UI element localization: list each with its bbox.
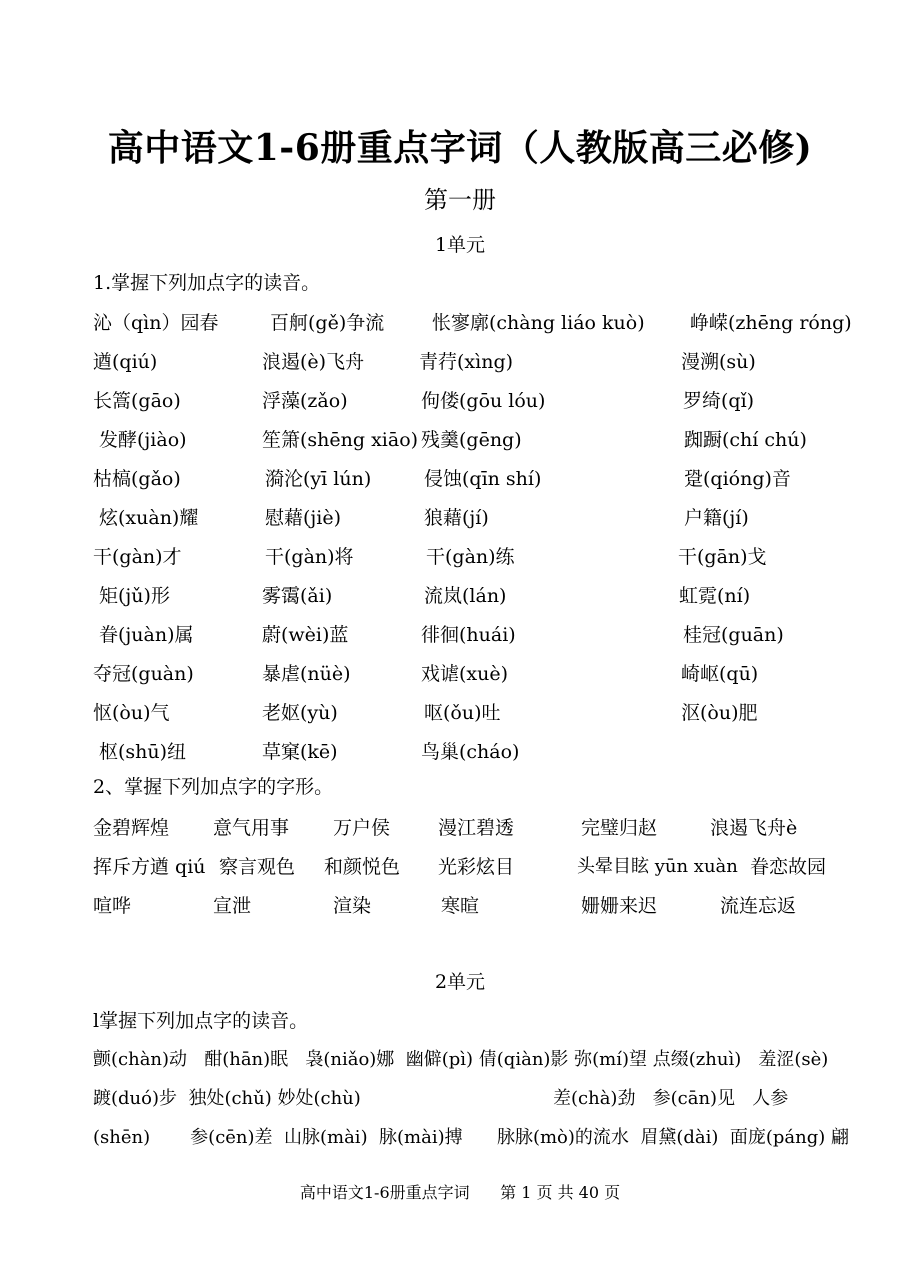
- reading-cell: 户籍(jí): [684, 507, 749, 529]
- unit2-line: 差(chà)劲 参(cān)见 人参: [553, 1088, 789, 1109]
- reading-cell: 炫(xuàn)耀: [99, 507, 199, 529]
- reading-cell: 峥嵘(zhēng róng): [690, 312, 852, 334]
- reading-cell: 笙箫(shēng xiāo): [262, 429, 419, 451]
- reading-cell: 蔚(wèi)蓝: [262, 624, 349, 646]
- unit2-pronunciation-instruction: l掌握下列加点字的读音。: [93, 1010, 309, 1032]
- reading-cell: 老妪(yù): [262, 702, 338, 724]
- footer-document-name: 高中语文1-6册重点字词: [299, 1183, 470, 1202]
- unit2-line: 踱(duó)步 独处(chǔ) 妙处(chù): [93, 1088, 361, 1109]
- footer-page-number: 第 1 页 共 40 页: [500, 1183, 621, 1202]
- reading-cell: 雾霭(ǎi): [262, 585, 333, 607]
- reading-cell: 百舸(gě)争流: [270, 312, 385, 334]
- unit1-form-instruction: 2、掌握下列加点字的字形。: [93, 776, 334, 798]
- reading-cell: 戏谑(xuè): [421, 663, 509, 685]
- reading-cell: 跫(qióng)音: [684, 468, 791, 490]
- word-cell: 头晕目眩 yūn xuàn: [577, 856, 738, 877]
- unit1-heading: 1单元: [434, 234, 486, 256]
- reading-cell: 踟蹰(chí chú): [684, 429, 807, 451]
- reading-cell: 虹霓(ní): [679, 585, 751, 607]
- reading-cell: 暴虐(nüè): [262, 663, 351, 685]
- reading-cell: 桂冠(guān): [683, 624, 784, 646]
- reading-cell: 漪沦(yī lún): [265, 468, 372, 490]
- unit2-line: 颤(chàn)动 酣(hān)眠 袅(niǎo)娜 幽僻(pì) 倩(qiàn)影 弥(mí)望 点缀(zhuì) 羞涩(sè): [93, 1049, 829, 1070]
- word-cell: 完璧归赵: [581, 817, 658, 839]
- word-cell: 万户侯: [333, 817, 391, 839]
- word-cell: 流连忘返: [720, 895, 797, 917]
- word-cell: 光彩炫目: [438, 856, 515, 878]
- reading-cell: 徘徊(huái): [421, 624, 516, 646]
- reading-cell: 侵蚀(qīn shí): [424, 468, 542, 490]
- reading-cell: 怅寥廓(chàng liáo kuò): [432, 312, 645, 334]
- reading-cell: 残羹(gēng): [421, 429, 522, 451]
- word-cell: 意气用事: [213, 817, 290, 839]
- word-cell: 寒暄: [441, 895, 480, 917]
- word-cell: 喧哗: [93, 895, 132, 917]
- reading-cell: 狼藉(jí): [424, 507, 489, 529]
- reading-cell: 眷(juàn)属: [99, 624, 194, 646]
- reading-cell: 矩(jǔ)形: [99, 585, 170, 607]
- reading-cell: 枯槁(gǎo): [93, 468, 181, 490]
- document-title: 高中语文1-6册重点字词（人教版高三必修): [107, 127, 813, 169]
- word-cell: 漫江碧透: [438, 817, 515, 839]
- reading-cell: 青荇(xìng): [419, 351, 514, 373]
- volume-heading: 第一册: [424, 186, 496, 214]
- reading-cell: 沁（qìn）园春: [93, 312, 219, 334]
- reading-cell: 草窠(kē): [262, 741, 338, 763]
- word-cell: 和颜悦色: [324, 856, 401, 878]
- page-footer: [0, 1180, 920, 1203]
- reading-cell: 佝偻(gōu lóu): [421, 390, 546, 412]
- reading-cell: 怄(òu)气: [93, 702, 170, 724]
- reading-cell: 干(gān)戈: [678, 546, 767, 568]
- reading-cell: 鸟巢(cháo): [421, 741, 520, 763]
- reading-cell: 长篙(gāo): [93, 390, 181, 412]
- reading-cell: 浮藻(zǎo): [262, 390, 348, 412]
- reading-cell: 干(gàn)将: [265, 546, 354, 568]
- reading-cell: 漫溯(sù): [681, 351, 756, 373]
- reading-cell: 干(gàn)练: [426, 546, 515, 568]
- reading-cell: 罗绮(qǐ): [683, 390, 755, 412]
- reading-cell: 遒(qiú): [93, 351, 158, 373]
- word-cell: 眷恋故园: [750, 856, 827, 878]
- reading-cell: 慰藉(jiè): [265, 507, 342, 529]
- unit2-heading: 2单元: [434, 971, 486, 993]
- reading-cell: 崎岖(qū): [681, 663, 759, 685]
- reading-cell: 枢(shū)纽: [99, 741, 187, 763]
- word-cell: 渲染: [333, 895, 372, 917]
- word-cell: 宣泄: [213, 895, 252, 917]
- word-cell: 金碧辉煌: [93, 817, 170, 839]
- reading-cell: 夺冠(guàn): [93, 663, 194, 685]
- reading-cell: 浪遏(è)飞舟: [262, 351, 365, 373]
- word-cell: 挥斥方遒 qiú: [93, 856, 206, 878]
- word-cell: 察言观色: [219, 856, 296, 878]
- unit2-line: (shēn) 参(cēn)差 山脉(mài) 脉(mài)搏 脉脉(mò)的流水 眉黛(dài) 面庞(páng) 翩: [93, 1127, 849, 1148]
- reading-cell: 干(gàn)才: [93, 546, 182, 568]
- word-cell: 浪遏飞舟è: [710, 817, 798, 839]
- reading-cell: 发酵(jiào): [99, 429, 187, 451]
- unit1-pronunciation-instruction: 1.掌握下列加点字的读音。: [93, 272, 321, 294]
- word-cell: 姗姗来迟: [581, 895, 658, 917]
- reading-cell: 呕(ǒu)吐: [424, 702, 501, 724]
- reading-cell: 流岚(lán): [424, 585, 507, 607]
- reading-cell: 沤(òu)肥: [681, 702, 758, 724]
